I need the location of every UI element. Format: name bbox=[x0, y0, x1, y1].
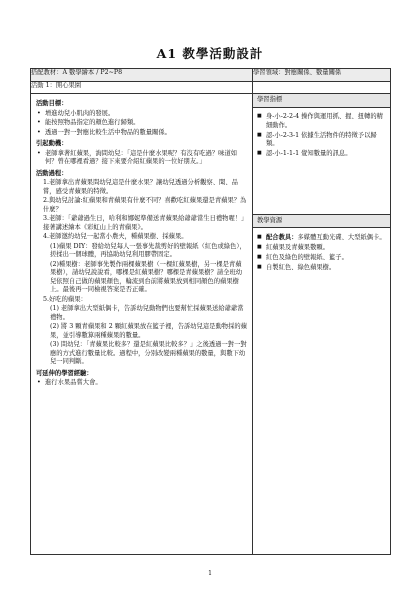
goal-item: • 能按照物品指定的顏色進行歸類。 bbox=[36, 119, 247, 128]
process-step: 5.好吃的蘋果： bbox=[43, 295, 87, 303]
page-number: 1 bbox=[208, 570, 212, 577]
resource-item: ■ 配合教具：多媒體互動光碟、大型紙偶卡。 bbox=[257, 234, 386, 243]
extend-label: 可延伸的學習經驗： bbox=[36, 369, 93, 377]
indicator-item: ■ 認-小-1-1-1 覺知數量的訊息。 bbox=[257, 150, 386, 159]
process-substep: (2)種果樹：老師事先製作兩棵蘋果樹（一棵紅蘋果樹，另一棵是青蘋果樹），請幼兒說說看，哪棵是紅蘋果樹？哪棵是青蘋果樹？請全班幼兒依照自己做的蘋果顏色，輪流到台前將蘋果放到相同顏色的蘋果樹上。最後再一同檢視答案是否正確。 bbox=[50, 260, 243, 293]
goals-label: 活動目標： bbox=[36, 100, 68, 107]
lesson-plan-table bbox=[30, 68, 391, 555]
intro-item: • 老師拿著紅蘋果，詢問幼兒：「這是什麼水果呢？有沒有吃過？味道如何？曾在哪裡看過？接下來要介紹紅蘋果的一位好朋友。」 bbox=[36, 150, 247, 167]
process-step: 1.老師拿出青蘋果問幼兒這是什麼水果？讓幼兒透過分析觀察、聞、品嘗，感受青蘋果的特徵。 bbox=[43, 179, 238, 195]
resources-box bbox=[253, 215, 390, 280]
process-substep: (3) 問幼兒：「青蘋果比較多？還是紅蘋果比較多？」之後透過一對一對應的方式進行數量比較。過程中，分別改變兩種蘋果的數量，與數下幼兒一同判斷。 bbox=[50, 341, 247, 365]
resource-item: ■ 自製紅色、綠色蘋果樹。 bbox=[257, 264, 386, 273]
process-substep: (1) 老師拿出大型紙偶卡，告訴幼兒動物們也要幫忙採蘋果送給爺爺當禮物。 bbox=[50, 305, 244, 321]
materials-cell: 搭配教材：A 數學繪本 / P2~P8 bbox=[31, 69, 253, 82]
activity-blank-cell bbox=[253, 82, 391, 94]
process-step: 2.與幼兒討論:紅蘋果和青蘋果有什麼不同？喜歡吃紅蘋果還是青蘋果？為什麼？ bbox=[43, 197, 247, 213]
indicator-item: ■ 身-小-2-2-4 操作與運用抓、握、扭轉的精細動作。 bbox=[257, 113, 386, 130]
process-substep: (1)蘋果 DIY：發給幼兒每人一張事先裁剪好的壁報紙（紅色或綠色），搓揉出一個球體，再協助幼兒利用膠帶固定。 bbox=[50, 242, 246, 258]
resource-text: 多媒體互動光碟、大型紙偶卡。 bbox=[297, 233, 386, 241]
goal-item: • 透過一對一對應比較生活中物品的數量關係。 bbox=[36, 129, 247, 138]
process-step: 3.老師：「爺爺過生日，哈利和娜妮準備送青蘋果給爺爺當生日禮物喔！」接著講述繪本《彩虹山上的青蘋果》。 bbox=[43, 215, 245, 231]
process-step: 4.老師邀約幼兒一起當小農夫，種蘋果樹、採蘋果。 bbox=[43, 233, 188, 240]
domain-cell: 學習領域：對應關係、數量關係 bbox=[253, 69, 391, 82]
activity-name-cell: 活動 1：開心果園 bbox=[31, 82, 253, 94]
resources-title: 教學資源 bbox=[253, 215, 390, 229]
indicators-box bbox=[253, 94, 390, 215]
resource-item: ■ 紅蘋果及青蘋果數顆。 bbox=[257, 244, 386, 253]
indicators-title: 學習指標 bbox=[253, 94, 390, 108]
indicator-item: ■ 認-小-2-3-1 依據生活物件的特徵予以歸類。 bbox=[257, 132, 386, 149]
process-substep: (2) 將 3 顆青蘋果和 2 顆紅蘋果放在籃子裡，告訴幼兒這是動物採的蘋果，並引導數算兩種蘋果的數量。 bbox=[50, 323, 247, 339]
intro-label: 引起動機： bbox=[36, 140, 68, 147]
page-title: A1 教學活動設計 bbox=[156, 46, 264, 61]
activity-content-cell bbox=[31, 94, 253, 555]
goal-item: • 增進幼兒小肌肉的發展。 bbox=[36, 110, 247, 119]
process-label: 活動過程： bbox=[36, 169, 68, 177]
extend-item: • 進行水果品嘗大會。 bbox=[36, 379, 247, 388]
resource-item: ■ 紅色及綠色的壁報紙、籃子。 bbox=[257, 254, 386, 263]
side-column bbox=[253, 94, 391, 555]
